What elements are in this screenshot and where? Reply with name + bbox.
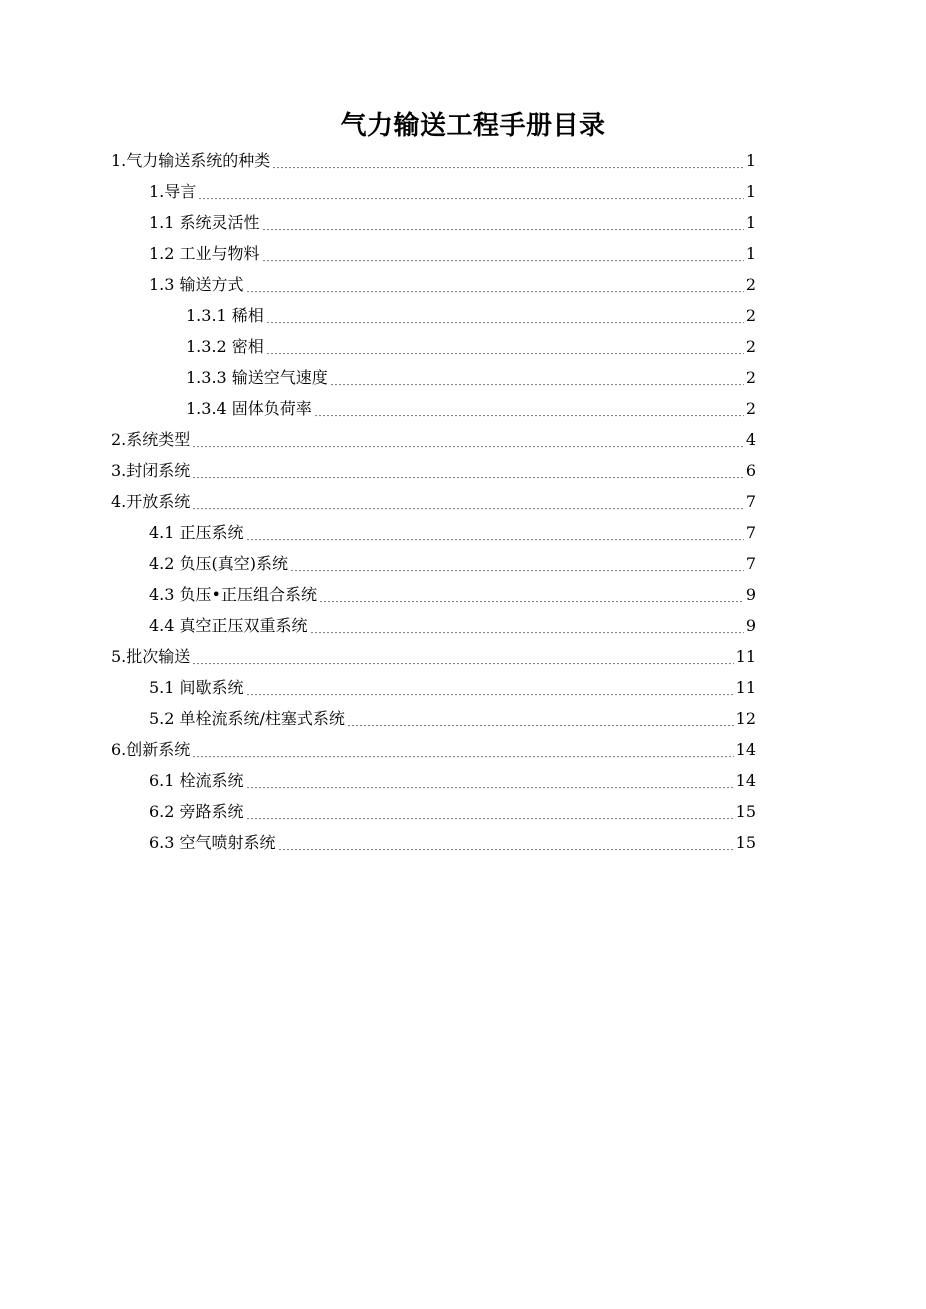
toc-entry[interactable]: [0, 424, 926, 455]
toc-dot-leader: [266, 322, 744, 324]
toc-entry[interactable]: [0, 362, 926, 393]
toc-dot-leader: [319, 601, 744, 603]
toc-entry-title: 1.气力输送系统的种类: [111, 150, 271, 170]
toc-entry-title: 1.3.1 稀相: [186, 305, 264, 325]
toc-dot-leader: [314, 415, 744, 417]
toc-page-number: 7: [745, 491, 756, 511]
toc-dot-leader: [262, 229, 744, 231]
toc-page-number: 2: [745, 367, 756, 387]
toc-page-number: 2: [745, 274, 756, 294]
toc-entry-title: 4.3 负压•正压组合系统: [149, 584, 317, 604]
toc-page-number: 1: [745, 212, 756, 232]
toc-entry[interactable]: [0, 703, 926, 734]
toc-dot-leader: [246, 787, 734, 789]
toc-entry[interactable]: [0, 796, 926, 827]
toc-page-number: 1: [745, 181, 756, 201]
toc-page-number: 2: [745, 398, 756, 418]
toc-entry[interactable]: [0, 486, 926, 517]
toc-dot-leader: [192, 663, 733, 665]
toc-dot-leader: [310, 632, 744, 634]
toc-dot-leader: [266, 353, 744, 355]
table-of-contents: [0, 145, 926, 858]
toc-dot-leader: [192, 446, 744, 448]
toc-page-number: 4: [745, 429, 756, 449]
toc-page-number: 2: [745, 336, 756, 356]
toc-page-number: 2: [745, 305, 756, 325]
toc-dot-leader: [246, 291, 744, 293]
toc-dot-leader: [278, 849, 734, 851]
toc-entry[interactable]: [0, 765, 926, 796]
toc-dot-leader: [192, 756, 733, 758]
toc-entry-title: 4.开放系统: [111, 491, 191, 511]
toc-page-number: 7: [745, 522, 756, 542]
toc-entry-title: 5.1 间歇系统: [149, 677, 244, 697]
page-title: 气力输送工程手册目录: [340, 111, 606, 141]
toc-entry-title: 1.3.4 固体负荷率: [186, 398, 312, 418]
toc-entry-title: 6.创新系统: [111, 739, 191, 759]
toc-entry-title: 1.3 输送方式: [149, 274, 244, 294]
toc-entry[interactable]: [0, 672, 926, 703]
toc-dot-leader: [347, 725, 734, 727]
toc-entry-title: 4.1 正压系统: [149, 522, 244, 542]
toc-entry[interactable]: [0, 176, 926, 207]
toc-dot-leader: [290, 570, 744, 572]
toc-entry[interactable]: [0, 641, 926, 672]
toc-entry-title: 1.2 工业与物料: [149, 243, 260, 263]
toc-page-number: 15: [735, 832, 756, 852]
toc-dot-leader: [330, 384, 744, 386]
toc-entry[interactable]: [0, 300, 926, 331]
toc-entry[interactable]: [0, 145, 926, 176]
toc-page-number: 7: [745, 553, 756, 573]
toc-dot-leader: [192, 477, 744, 479]
toc-entry[interactable]: [0, 207, 926, 238]
toc-dot-leader: [272, 167, 744, 169]
toc-dot-leader: [198, 198, 744, 200]
toc-entry-title: 2.系统类型: [111, 429, 191, 449]
toc-entry[interactable]: [0, 455, 926, 486]
toc-entry[interactable]: [0, 517, 926, 548]
toc-entry[interactable]: [0, 393, 926, 424]
toc-entry[interactable]: [0, 579, 926, 610]
toc-entry-title: 6.1 栓流系统: [149, 770, 244, 790]
toc-page-number: 1: [745, 243, 756, 263]
toc-entry[interactable]: [0, 734, 926, 765]
toc-page-number: 9: [745, 615, 756, 635]
toc-entry-title: 6.2 旁路系统: [149, 801, 244, 821]
toc-entry-title: 4.2 负压(真空)系统: [149, 553, 289, 573]
toc-page-number: 15: [735, 801, 756, 821]
toc-entry-title: 1.3.3 输送空气速度: [186, 367, 328, 387]
toc-page-number: 12: [735, 708, 756, 728]
toc-dot-leader: [246, 818, 734, 820]
toc-entry-title: 4.4 真空正压双重系统: [149, 615, 308, 635]
toc-entry-title: 1.1 系统灵活性: [149, 212, 260, 232]
toc-entry-title: 5.2 单栓流系统/柱塞式系统: [149, 708, 345, 728]
toc-entry[interactable]: [0, 331, 926, 362]
toc-page-number: 14: [735, 739, 756, 759]
toc-entry[interactable]: [0, 548, 926, 579]
toc-page-number: 9: [745, 584, 756, 604]
toc-dot-leader: [262, 260, 744, 262]
toc-entry-title: 3.封闭系统: [111, 460, 191, 480]
toc-dot-leader: [246, 539, 744, 541]
toc-page-number: 1: [745, 150, 756, 170]
toc-entry[interactable]: [0, 827, 926, 858]
toc-dot-leader: [192, 508, 744, 510]
toc-page-number: 11: [735, 677, 756, 697]
toc-entry-title: 5.批次输送: [111, 646, 191, 666]
toc-entry[interactable]: [0, 238, 926, 269]
toc-entry-title: 1.导言: [149, 181, 197, 201]
toc-dot-leader: [246, 694, 734, 696]
toc-entry-title: 6.3 空气喷射系统: [149, 832, 276, 852]
toc-page-number: 11: [735, 646, 756, 666]
toc-entry-title: 1.3.2 密相: [186, 336, 264, 356]
toc-entry[interactable]: [0, 269, 926, 300]
toc-page-number: 14: [735, 770, 756, 790]
toc-entry[interactable]: [0, 610, 926, 641]
toc-page-number: 6: [745, 460, 756, 480]
